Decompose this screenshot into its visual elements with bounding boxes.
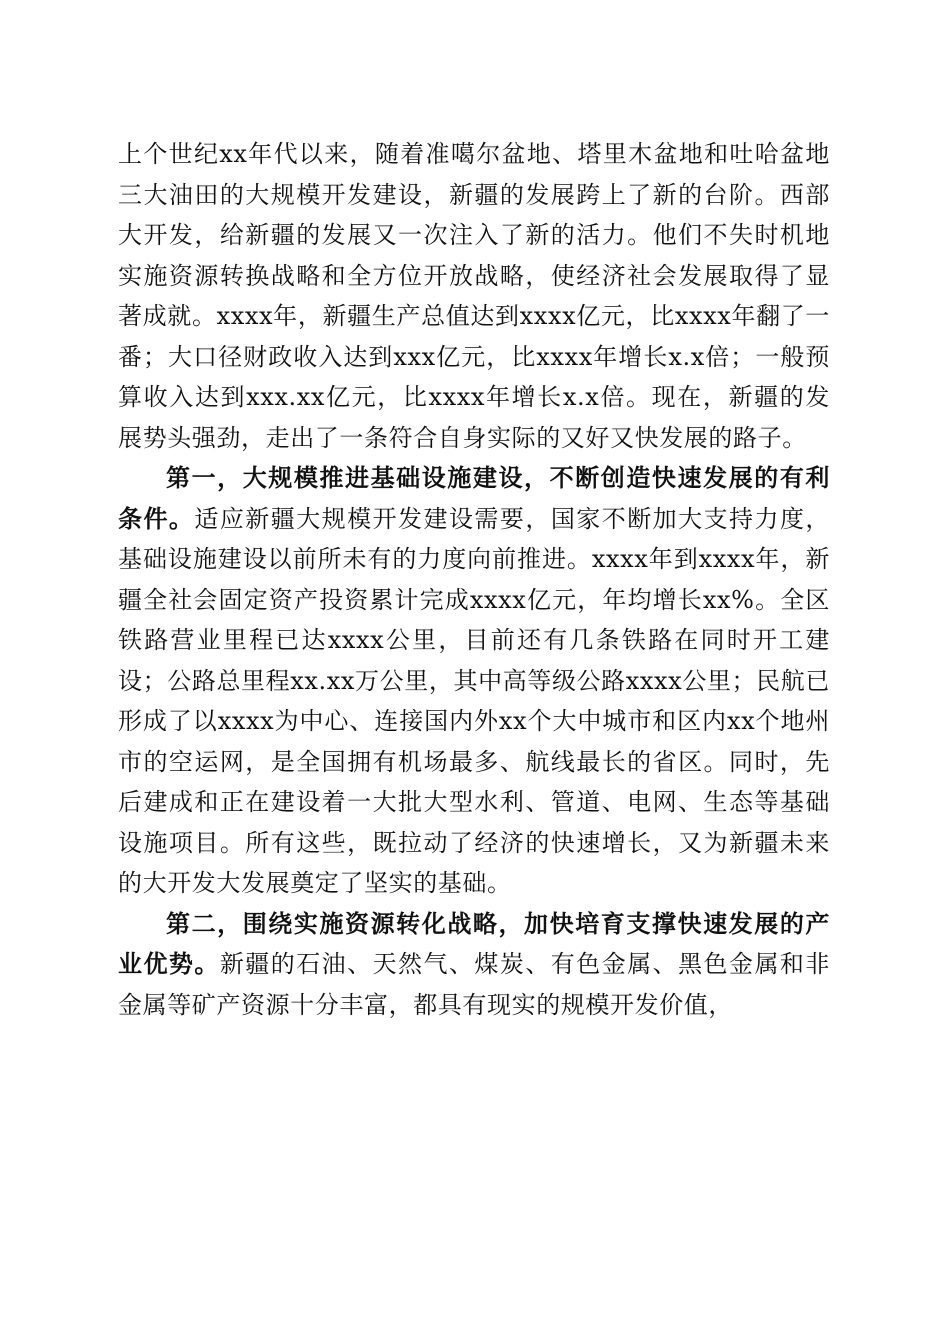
paragraph-intro bbox=[118, 134, 830, 458]
paragraph-lead-heading: 第一，大规模推进基础设施建设，不断创造快速发展的有利条件。 bbox=[118, 463, 830, 533]
paragraph-text: 适应新疆大规模开发建设需要，国家不断加大支持力度，基础设施建设以前所未有的力度向前推进。xxxx年到xxxx年，新疆全社会固定资产投资累计完成xxxx亿元，年均增长xx%。全区铁路营业里程已达xxxx公里，目前还有几条铁路在同时开工建设；公路总里程xx.xx万公里，其中高等级公路xxxx公里；民航已形成了以xxxx为中心、连接国内外xx个大中城市和区内xx个地州市的空运网，是全国拥有机场最多、航线最长的省区。同时，先后建成和正在建设着一大批大型水利、管道、电网、生态等基础设施项目。所有这些，既拉动了经济的快速增长，又为新疆未来的大开发大发展奠定了坚实的基础。 bbox=[118, 504, 830, 897]
document-body bbox=[118, 134, 830, 1025]
paragraph-first-point bbox=[118, 458, 830, 904]
paragraph-text: 新疆的石油、天然气、煤炭、有色金属、黑色金属和非金属等矿产资源十分丰富，都具有现实的规模开发价值， bbox=[118, 950, 830, 1019]
paragraph-text: 上个世纪xx年代以来，随着准噶尔盆地、塔里木盆地和吐哈盆地三大油田的大规模开发建设，新疆的发展跨上了新的台阶。西部大开发，给新疆的发展又一次注入了新的活力。他们不失时机地实施资源转换战略和全方位开放战略，使经济社会发展取得了显著成就。xxxx年，新疆生产总值达到xxxx亿元，比xxxx年翻了一番；大口径财政收入达到xxx亿元，比xxxx年增长x.x倍；一般预算收入达到xxx.xx亿元，比xxxx年增长x.x倍。现在，新疆的发展势头强劲，走出了一条符合自身实际的又好又快发展的路子。 bbox=[118, 140, 830, 452]
paragraph-lead-heading: 第二，围绕实施资源转化战略，加快培育支撑快速发展的产业优势。 bbox=[118, 908, 830, 978]
paragraph-second-point bbox=[118, 904, 830, 1026]
